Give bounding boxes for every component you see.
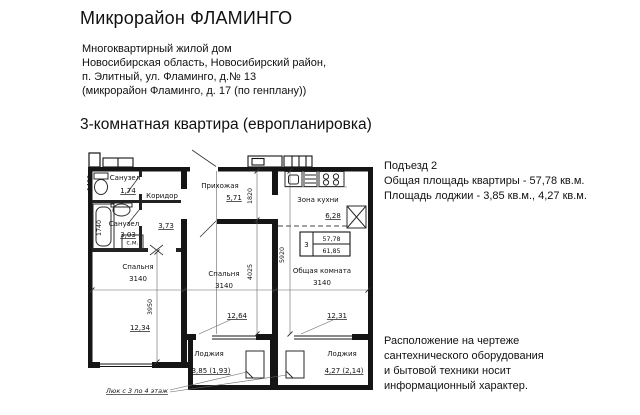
windows <box>100 336 352 369</box>
room-width: 3140 <box>129 275 147 283</box>
room-area: 3,03 <box>120 231 136 239</box>
room-area: 1,74 <box>120 187 136 195</box>
room-area: 6,28 <box>325 212 341 220</box>
room-name: Общая комната <box>292 267 352 275</box>
room-name: Зона кухни <box>297 196 339 204</box>
address-line: Многоквартирный жилой дом <box>82 43 232 55</box>
stove-icon <box>319 172 344 187</box>
entrance-label: Подъезд 2 <box>384 160 438 172</box>
room-name: Лоджия <box>327 350 357 358</box>
dim-label: 4025 <box>247 263 254 281</box>
vent-boxes <box>103 156 312 167</box>
loggia-hatch-icon <box>246 351 264 378</box>
fridge-icon <box>304 172 317 187</box>
dim-label: 1820 <box>247 187 254 205</box>
room-area: 3,73 <box>158 222 174 230</box>
apartment-type-title: 3-комнатная квартира (европланировка) <box>80 116 372 133</box>
hatch-note: Люк с 3 по 4 этаж <box>106 387 168 395</box>
stamp-rooms: 3 <box>304 241 309 249</box>
note-line: Расположение на чертеже <box>384 335 520 347</box>
dim-label: 3950 <box>147 298 154 316</box>
kitchen-sink-icon <box>285 172 302 187</box>
room-name: Спальня <box>208 270 240 278</box>
apartment-stamp <box>300 232 350 256</box>
address-line: (микрорайон Фламинго, д. 17 (по генплану)) <box>82 85 307 97</box>
room-area: 12,34 <box>129 324 151 332</box>
room-width: 3140 <box>313 279 331 287</box>
stamp-area2: 61,85 <box>322 248 341 255</box>
loggia-hatch-icon <box>286 351 304 378</box>
room-name: Прихожая <box>201 182 239 190</box>
room-name: Санузел <box>108 220 140 228</box>
toilet-icon <box>94 173 108 195</box>
stamp-area1: 57,78 <box>322 236 341 243</box>
room-name: Лоджия <box>194 350 224 358</box>
note-line: сантехнического оборудования <box>384 350 544 362</box>
room-name: Санузел <box>109 174 141 182</box>
dim-label: 1400 <box>86 174 94 192</box>
duct-shaft-icon <box>347 206 366 228</box>
dim-label: 5920 <box>279 246 286 264</box>
room-name: Коридор <box>146 192 178 200</box>
note-line: информационный характер. <box>384 380 528 392</box>
room-area: 12,31 <box>326 312 348 320</box>
dim-label: 1740 <box>96 219 103 237</box>
note-line: и бытовой техники носит <box>384 365 511 377</box>
room-area: 3,85 (1,93) <box>191 367 231 375</box>
room-name: Спальня <box>122 263 154 271</box>
room-area: 4,27 (2,14) <box>324 367 364 375</box>
room-area: 5,71 <box>226 194 242 202</box>
washing-machine-label: с.м. <box>126 239 139 247</box>
room-area: 12,64 <box>226 312 248 320</box>
address-line: Новосибирская область, Новосибирский район, <box>82 57 327 69</box>
loggia-area-label: Площадь лоджии - 3,85 кв.м., 4,27 кв.м. <box>384 190 587 202</box>
apartment-area-label: Общая площадь квартиры - 57,78 кв.м. <box>384 175 585 187</box>
page-title: Микрорайон ФЛАМИНГО <box>80 8 293 28</box>
address-line: п. Элитный, ул. Фламинго, д.№ 13 <box>82 71 257 83</box>
room-width: 3140 <box>215 282 233 290</box>
